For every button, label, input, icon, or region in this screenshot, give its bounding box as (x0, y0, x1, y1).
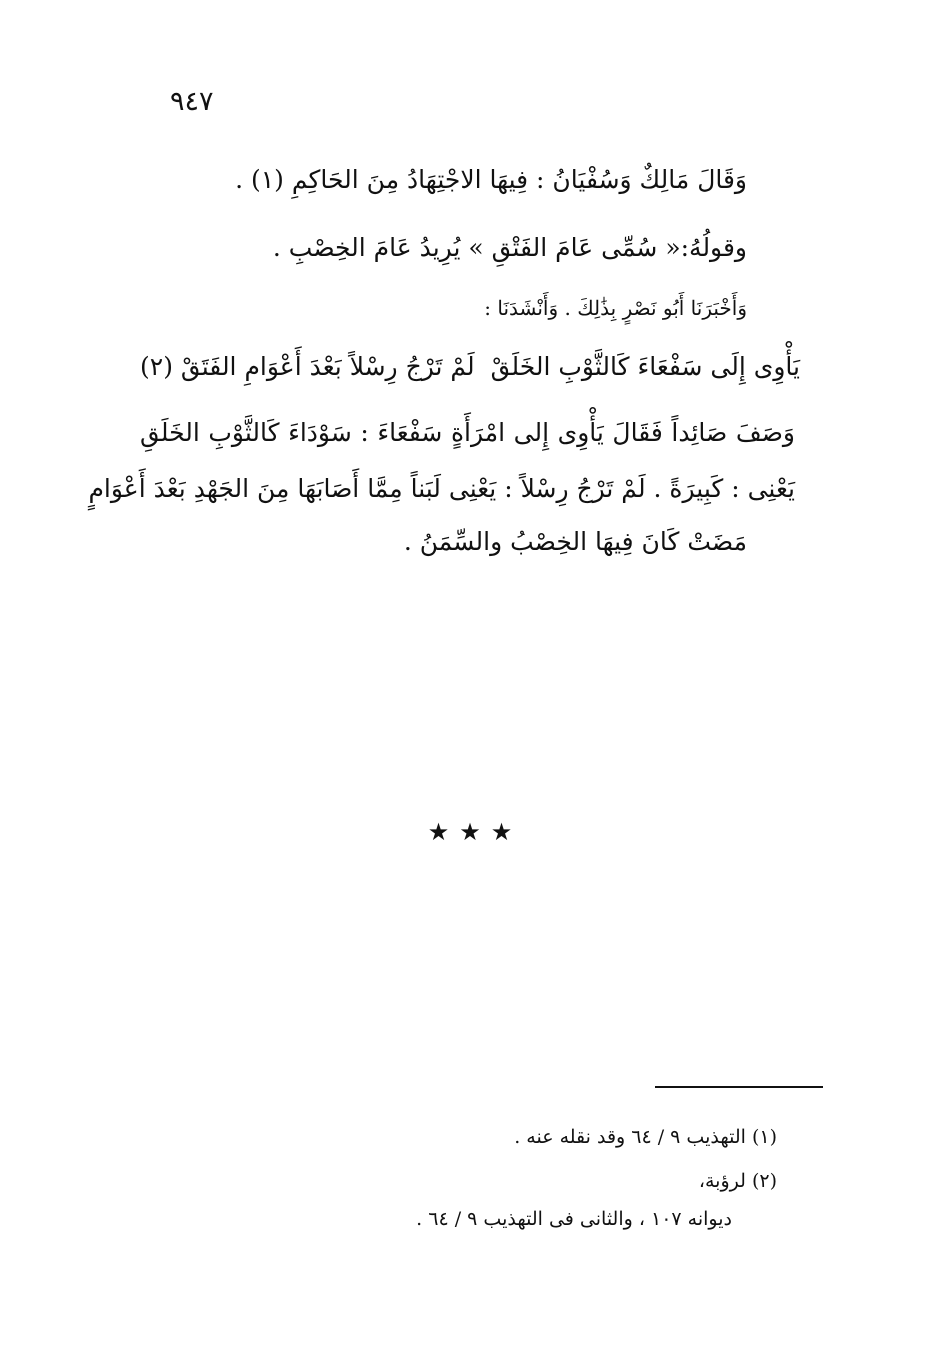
footnote-2-label: (٢) لرؤبة، (698, 1170, 777, 1192)
footnote-2-text: ديوانه ١٠٧ ، والثانى فى التهذيب ٩ / ٦٤ . (416, 1208, 732, 1230)
body-line-2: وقولُهُ:« سُمِّى عَامَ الفَتْقِ » يُرِيدُ عَامَ الخِصْبِ . (272, 233, 747, 262)
page-number: ٩٤٧ (170, 86, 214, 117)
footnote-1: (١) التهذيب ٩ / ٦٤ وقد نقله عنه . (514, 1126, 777, 1148)
footnote-rule (655, 1086, 823, 1088)
verse-second-hemistich: لَمْ تَرْجُ رِسْلاً بَعْدَ أَعْوَامِ الفَتَقْ (٢) (140, 352, 475, 381)
verse-first-hemistich: يَأْوِى إِلَى سَفْعَاءَ كَالثَّوْبِ الخَلَقْ (490, 352, 800, 381)
paragraph-line-3: مَضَتْ كَانَ فِيهَا الخِصْبُ والسِّمَنُ . (403, 527, 747, 556)
body-line-3: وَأَخْبَرَنَا أَبُو نَصْرٍ بِذَٰلِكَ . وَأَنْشَدَنَا : (484, 296, 747, 320)
section-separator: ★★★ (427, 818, 523, 846)
paragraph-line-2: يَعْنِى : كَبِيرَةً . لَمْ تَرْجُ رِسْلاً : يَعْنِى لَبَناً مِمَّا أَصَابَهَا مِنَ الجَهْدِ بَعْدَ أَعْوَامٍ (88, 474, 795, 503)
paragraph-line-1: وَصَفَ صَائِداً فَقَالَ يَأْوِى إِلى امْرَأَةٍ سَفْعَاءَ : سَوْدَاءَ كَالثَّوْبِ الخَلَقِ (140, 418, 795, 447)
verse (140, 352, 800, 396)
body-line-1: وَقَالَ مَالِكٌ وَسُفْيَانُ : فِيهَا الاجْتِهَادُ مِنَ الحَاكِمِ (١) . (235, 165, 747, 194)
